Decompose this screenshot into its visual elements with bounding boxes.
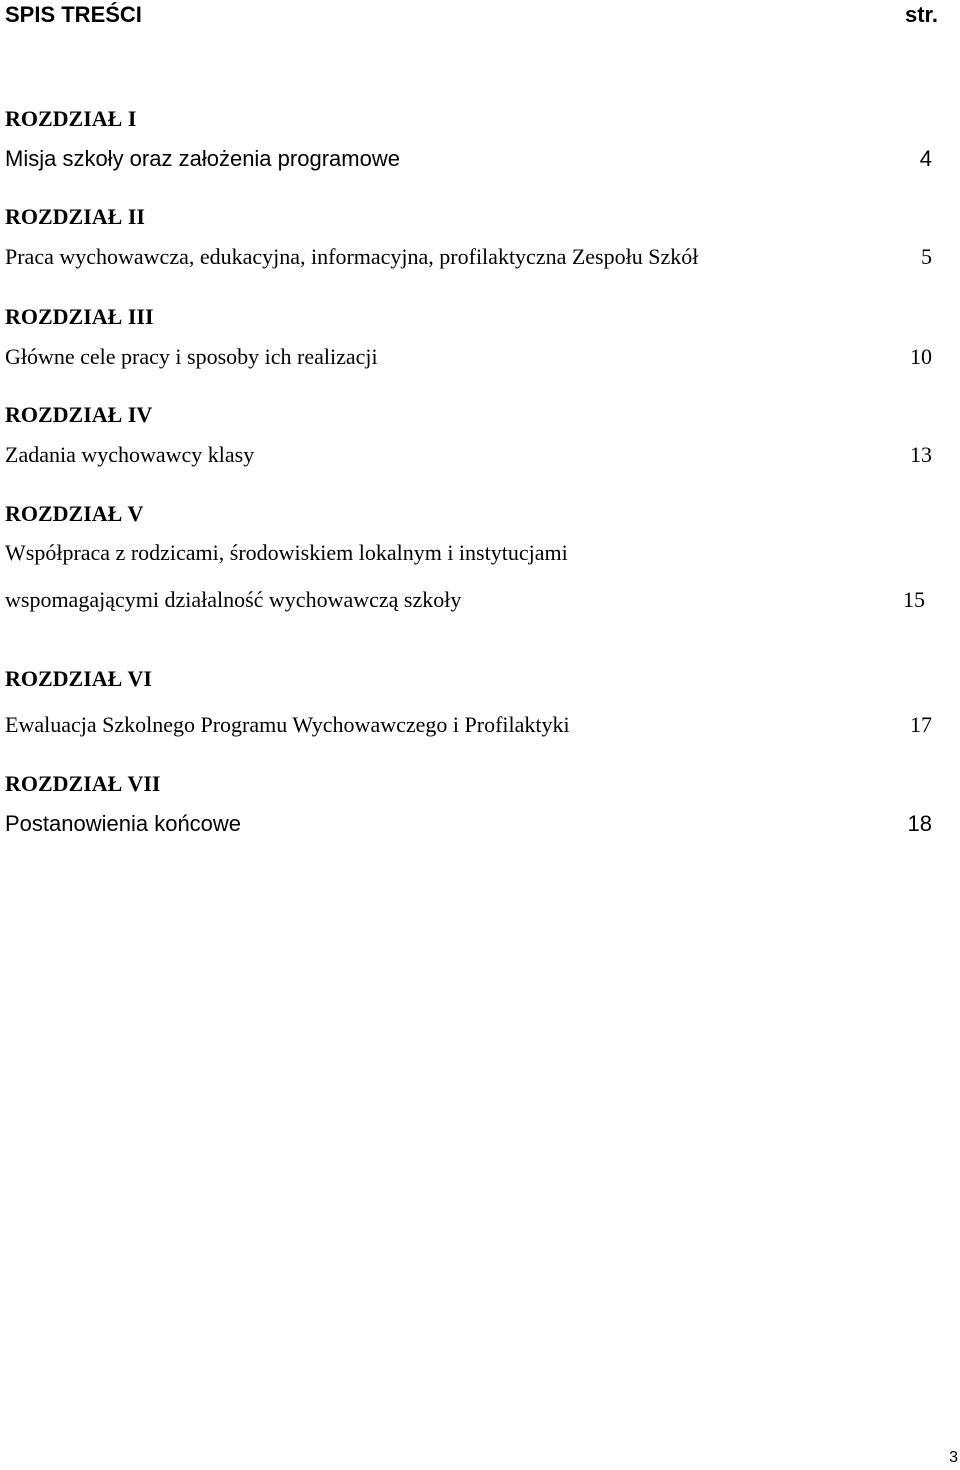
toc-header-page-label: str. [904,2,938,27]
toc-chapter-2-title: Praca wychowawcza, edukacyjna, informacyjna, profilaktyczna Zespołu Szkół [5,244,699,269]
toc-chapter-4-title: Zadania wychowawcy klasy [5,442,255,467]
toc-chapter-6-title: Ewaluacja Szkolnego Programu Wychowawczego i Profilaktyki [5,712,570,737]
toc-chapter-2-page: 5 [921,244,932,269]
toc-chapter-6-heading: ROZDZIAŁ VI [5,666,152,691]
toc-chapter-3-page: 10 [910,344,932,369]
toc-chapter-1-heading: ROZDZIAŁ I [5,106,137,131]
toc-chapter-5-title-line-2: wspomagającymi działalność wychowawczą szkoły [5,587,462,612]
toc-chapter-3-heading: ROZDZIAŁ III [5,304,154,329]
toc-chapter-2-heading: ROZDZIAŁ II [5,204,145,229]
toc-chapter-6-page: 17 [910,712,932,737]
toc-chapter-7-title: Postanowienia końcowe [5,811,242,836]
toc-chapter-1-title: Misja szkoły oraz założenia programowe [5,146,400,171]
footer-page-number: 3 [949,1449,958,1466]
toc-header-title: SPIS TREŚCI [5,2,142,27]
toc-chapter-1-page: 4 [919,146,932,171]
toc-chapter-7-page: 18 [907,811,932,836]
toc-chapter-4-heading: ROZDZIAŁ IV [5,402,153,427]
toc-chapter-3-title: Główne cele pracy i sposoby ich realizacji [5,344,378,369]
toc-chapter-4-page: 13 [910,442,932,467]
toc-chapter-5-heading: ROZDZIAŁ V [5,501,144,526]
toc-chapter-7-heading: ROZDZIAŁ VII [5,771,161,796]
toc-chapter-5-page: 15 [903,587,925,612]
toc-chapter-5-title-line-1: Współpraca z rodzicami, środowiskiem lokalnym i instytucjami [5,540,568,565]
